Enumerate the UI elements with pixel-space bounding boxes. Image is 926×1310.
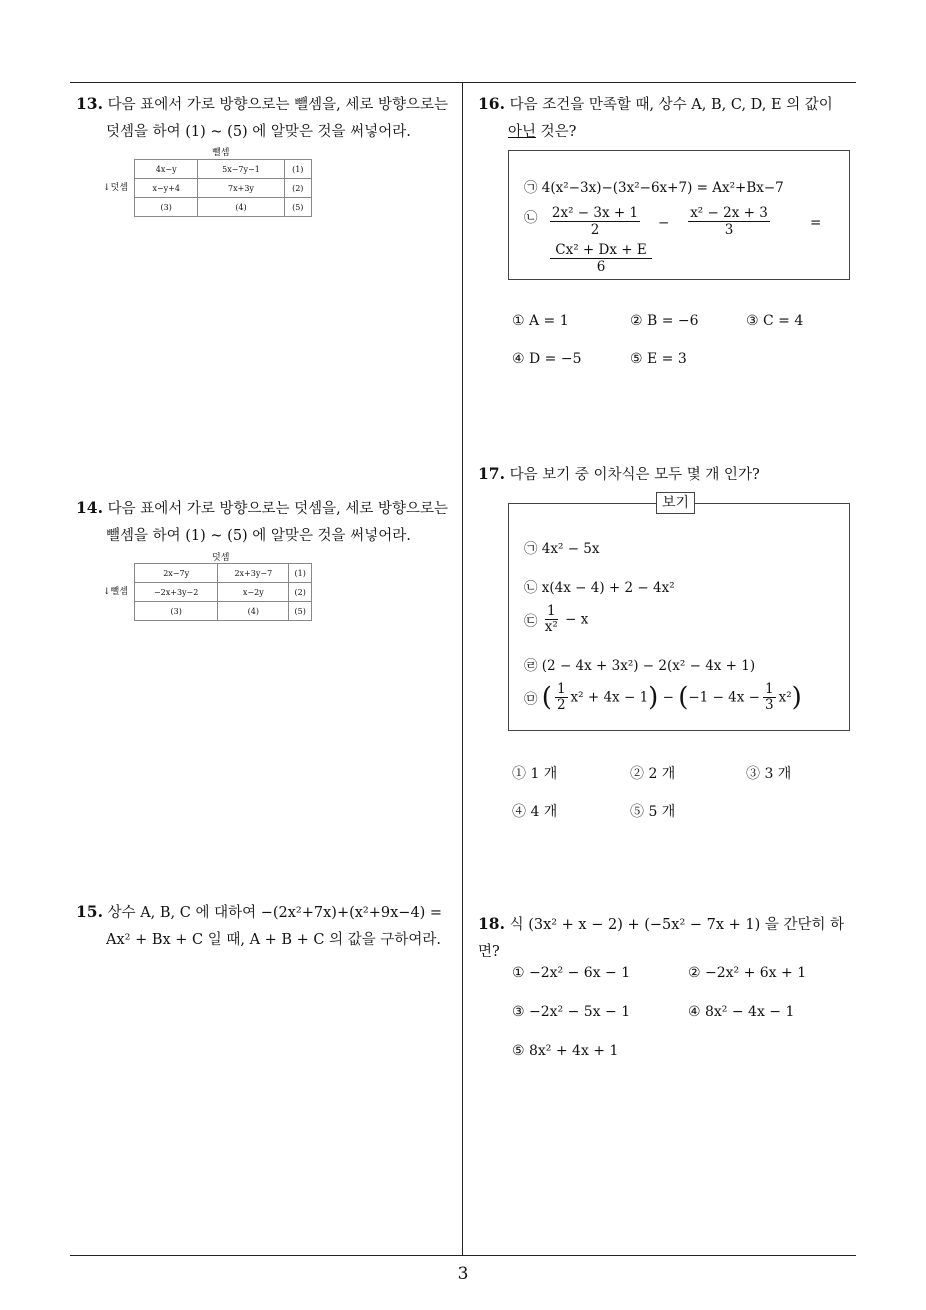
denominator: 6: [596, 259, 606, 275]
question-number: 17.: [478, 464, 505, 483]
close-paren: ): [648, 682, 659, 713]
question-text: 다음 조건을 만족할 때, 상수 A, B, C, D, E 의 값이: [509, 97, 833, 113]
table-cell: (2): [289, 583, 312, 602]
numerator: x² − 2x + 3: [688, 205, 770, 222]
question-text: 뺄셈을 하여 (1) ~ (5) 에 알맞은 것을 써넣어라.: [106, 528, 411, 544]
question-text: 다음 표에서 가로 방향으로는 덧셈을, 세로 방향으로는: [107, 501, 448, 517]
option-3[interactable]: ③ −2x² − 5x − 1: [512, 1004, 631, 1020]
expression-part: −: [662, 689, 674, 706]
question-text: 다음 보기 중 이차식은 모두 몇 개 인가?: [509, 467, 760, 483]
option-3[interactable]: ③ C = 4: [746, 313, 804, 329]
table-cell: (5): [289, 602, 312, 621]
fraction: [555, 682, 568, 713]
table-cell: 5x−7y−1: [198, 160, 284, 179]
question-text: 덧셈을 하여 (1) ~ (5) 에 알맞은 것을 써넣어라.: [106, 124, 411, 140]
table-side-label: ↓덧셈: [103, 183, 128, 193]
question-17: [478, 460, 863, 489]
minus-sign: −: [658, 215, 670, 231]
option-2[interactable]: ② 2 개: [630, 766, 676, 782]
question-18: [478, 910, 863, 966]
option-4[interactable]: ④ D = −5: [512, 351, 582, 367]
table-cell: x−y+4: [135, 179, 198, 198]
condition-mark: ㉡: [524, 210, 538, 226]
option-1[interactable]: ① −2x² − 6x − 1: [512, 965, 631, 981]
option-1[interactable]: ① 1 개: [512, 766, 558, 782]
numerator: 2x² − 3x + 1: [551, 205, 639, 221]
question-13: [76, 90, 461, 146]
table-cell: (1): [289, 564, 312, 583]
question-number: 16.: [478, 94, 505, 113]
item-mark: ㉤: [524, 691, 538, 708]
table-cell: (3): [135, 198, 198, 217]
option-4[interactable]: ④ 8x² − 4x − 1: [688, 1004, 795, 1020]
bottom-rule: [70, 1255, 856, 1256]
fraction: [545, 604, 558, 635]
question-number: 14.: [76, 498, 103, 517]
table-top-label: 덧셈: [212, 553, 230, 563]
denominator: x²: [544, 619, 558, 635]
option-2[interactable]: ② −2x² + 6x + 1: [688, 965, 807, 981]
numerator: 1: [545, 604, 558, 620]
question-number: 15.: [76, 902, 103, 921]
option-5[interactable]: ⑤ E = 3: [630, 351, 687, 367]
denominator: 3: [764, 697, 774, 713]
option-5[interactable]: ⑤ 8x² + 4x + 1: [512, 1043, 619, 1059]
table-top-label: 뺄셈: [212, 148, 230, 158]
option-3[interactable]: ③ 3 개: [746, 766, 792, 782]
open-paren: (: [678, 682, 689, 713]
q13-table: [134, 159, 312, 217]
table-cell: (4): [198, 198, 284, 217]
table-cell: (2): [284, 179, 311, 198]
table-cell: x−2y: [218, 583, 289, 602]
bogi-label: 보기: [656, 492, 695, 514]
question-number: 18.: [478, 914, 505, 933]
page-number: 3: [457, 1264, 469, 1284]
denominator: 2: [590, 222, 600, 238]
question-14: [76, 494, 461, 550]
denominator: 2: [556, 697, 566, 713]
question-text: 것은?: [536, 124, 577, 140]
fraction-2: [688, 205, 770, 238]
condition-expression: 4(x²−3x)−(3x²−6x+7) = Ax²+Bx−7: [541, 180, 784, 196]
equals-sign: =: [810, 215, 822, 231]
column-divider: [462, 83, 463, 1256]
q14-table: [134, 563, 312, 621]
question-number: 13.: [76, 94, 103, 113]
question-16: [478, 90, 863, 146]
underlined-word: 아닌: [508, 124, 537, 140]
fraction: [763, 682, 776, 713]
fraction-3: [550, 242, 652, 275]
condition-1: [524, 176, 784, 196]
bogi-item-5: [524, 682, 802, 713]
expression-part: x² + 4x − 1: [570, 689, 649, 706]
option-4[interactable]: ④ 4 개: [512, 804, 558, 820]
numerator: Cx² + Dx + E: [550, 242, 652, 259]
option-5[interactable]: ⑤ 5 개: [630, 804, 676, 820]
table-cell: 2x−7y: [135, 564, 218, 583]
numerator: 1: [764, 681, 774, 697]
bogi-item-4: ㉣ (2 − 4x + 3x²) − 2(x² − 4x + 1): [524, 658, 756, 674]
table-side-label: ↓뺄셈: [103, 587, 128, 597]
question-text: 상수 A, B, C 에 대하여 −(2x²+7x)+(x²+9x−4) =: [107, 905, 443, 921]
bogi-item-3: [524, 604, 588, 635]
item-mark: ㉢: [524, 613, 538, 630]
question-text: 식 (3x² + x − 2) + (−5x² − 7x + 1) 을 간단히 하면?: [478, 917, 845, 960]
question-text: 다음 표에서 가로 방향으로는 뺄셈을, 세로 방향으로는: [107, 97, 448, 113]
table-cell: 2x+3y−7: [218, 564, 289, 583]
table-cell: 4x−y: [135, 160, 198, 179]
close-paren: ): [791, 682, 802, 713]
bogi-item-2: ㉡ x(4x − 4) + 2 − 4x²: [524, 580, 675, 596]
numerator: 1: [556, 681, 566, 697]
fraction-1: [550, 205, 640, 238]
table-cell: (3): [135, 602, 218, 621]
bogi-item-1: ㉠ 4x² − 5x: [524, 541, 600, 557]
expression-rest: − x: [565, 611, 589, 628]
option-1[interactable]: ① A = 1: [512, 313, 569, 329]
expression-part: x²: [778, 689, 792, 706]
table-cell: −2x+3y−2: [135, 583, 218, 602]
condition-mark: ㉠: [524, 180, 538, 196]
table-cell: (5): [284, 198, 311, 217]
denominator: 3: [724, 222, 734, 238]
top-rule: [70, 82, 856, 83]
condition-2: [524, 206, 538, 226]
table-cell: (1): [284, 160, 311, 179]
open-paren: (: [541, 682, 552, 713]
question-text: Ax² + Bx + C 일 때, A + B + C 의 값을 구하여라.: [106, 932, 442, 948]
table-cell: 7x+3y: [198, 179, 284, 198]
expression-part: −1 − 4x −: [688, 689, 760, 706]
table-cell: (4): [218, 602, 289, 621]
question-15: [76, 898, 461, 954]
option-2[interactable]: ② B = −6: [630, 313, 699, 329]
